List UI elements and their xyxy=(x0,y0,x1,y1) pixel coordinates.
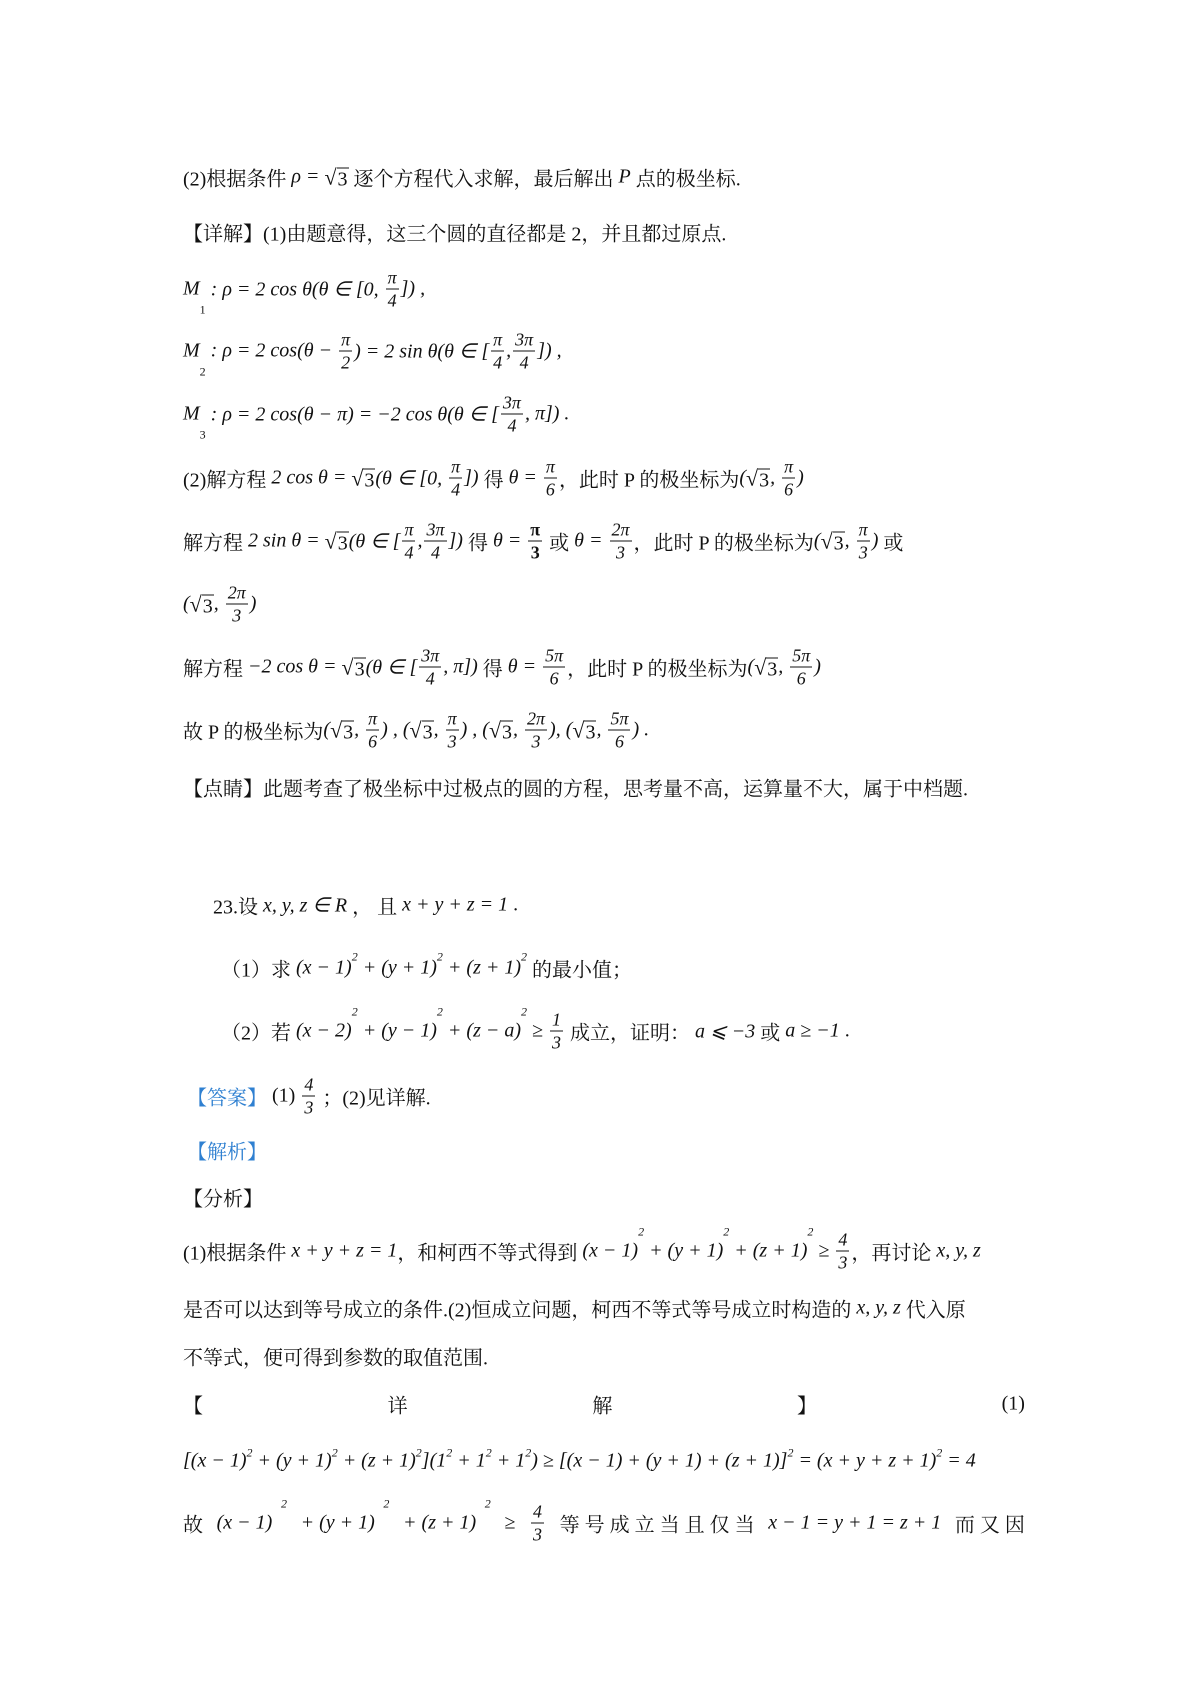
math-run: , xyxy=(506,339,512,362)
math-run: (x − 2) xyxy=(296,1019,352,1042)
square-root xyxy=(754,654,778,680)
math-run: ), ( xyxy=(549,718,573,741)
math-run: ( xyxy=(183,592,190,615)
math-run: x + y + z = 1 xyxy=(402,893,509,916)
math-run: ( xyxy=(323,718,331,741)
square-root xyxy=(821,528,845,554)
denominator: 6 xyxy=(545,479,555,500)
radical-sign-icon: √ xyxy=(820,528,833,553)
math-run: (θ ∈ [ xyxy=(365,656,418,679)
numerator: π xyxy=(368,708,378,729)
text-run: 或 xyxy=(878,532,904,555)
text-run: 或 xyxy=(755,1022,786,1045)
fraction xyxy=(544,456,557,501)
math-run: + (y + 1) xyxy=(644,1239,724,1262)
text-run: 是否可以达到等号成立的条件.(2)恒成立问题，柯西不等式等号成立时构造的 xyxy=(183,1299,857,1322)
math-run: ) xyxy=(797,466,804,489)
line-content xyxy=(183,1183,263,1212)
math-run: ( xyxy=(739,466,746,489)
fraction xyxy=(790,645,812,690)
math-run: ]) xyxy=(448,529,463,552)
numerator: π xyxy=(404,519,414,540)
radicand: 3 xyxy=(585,721,596,743)
radicand: 3 xyxy=(422,721,433,743)
math-run: , xyxy=(417,529,423,552)
math-run: , π]) xyxy=(443,655,478,678)
text-run: 等 号 成 立 当 且 仅 当 xyxy=(554,1514,760,1537)
square-root xyxy=(190,591,214,617)
math-run: ) xyxy=(871,529,879,552)
math-run: + (y − 1) xyxy=(357,1019,437,1042)
numerator: π xyxy=(858,519,868,540)
math-run: : ρ = 2 cos θ(θ ∈ [0, xyxy=(205,278,384,301)
superscript: 2 xyxy=(787,1445,794,1460)
math-run: 2 sin θ = xyxy=(248,529,325,552)
text-run: ，此时 P 的极坐标为 xyxy=(633,532,814,555)
denominator: 6 xyxy=(368,731,378,752)
math-run: θ = xyxy=(508,466,542,489)
text-run: ， 且 xyxy=(347,896,403,919)
square-root xyxy=(330,717,354,743)
text-run: . xyxy=(508,893,519,916)
math-run: ]) xyxy=(464,466,479,489)
superscript: 2 xyxy=(446,1445,453,1460)
math-run: = (x + y + z + 1) xyxy=(793,1449,937,1472)
line-content xyxy=(183,329,562,379)
numerator: 3π xyxy=(515,329,534,350)
superscript: 2 xyxy=(485,1445,492,1460)
fraction xyxy=(402,519,415,564)
text-run: ，此时 P 的极坐标为 xyxy=(567,658,748,681)
subscript: 1 xyxy=(199,302,206,317)
denominator: 6 xyxy=(549,668,559,689)
radicand: 3 xyxy=(337,168,348,190)
line-content xyxy=(183,1390,1025,1419)
radical-sign-icon: √ xyxy=(324,528,337,553)
numerator: π xyxy=(447,708,457,729)
math-run: , xyxy=(596,718,607,741)
superscript: 2 xyxy=(525,1445,532,1460)
text-run: (2)根据条件 xyxy=(183,168,292,191)
text-run: . xyxy=(839,1019,850,1042)
math-run: + (y + 1) xyxy=(252,1449,332,1472)
line-content xyxy=(183,773,968,802)
math-run: ) xyxy=(814,655,821,678)
fraction xyxy=(782,456,795,501)
denominator: 6 xyxy=(784,479,794,500)
math-run: θ = xyxy=(574,529,608,552)
fraction xyxy=(608,708,630,753)
text-run: 故 P 的极坐标为 xyxy=(183,721,324,744)
superscript: 2 xyxy=(415,1445,422,1460)
math-run: θ = xyxy=(507,655,542,678)
math-run: ]) , xyxy=(537,339,562,362)
fraction xyxy=(366,708,379,753)
math-run: x − 1 = y + 1 = z + 1 xyxy=(768,1511,942,1534)
math-run: ) , ( xyxy=(460,718,489,741)
radical-sign-icon: √ xyxy=(324,164,337,189)
text-run: 解方程 xyxy=(183,532,248,555)
text-run: 解 xyxy=(592,1395,613,1418)
numerator: 2π xyxy=(527,708,546,729)
superscript: 2 xyxy=(807,1224,814,1239)
text-run: ，再讨论 xyxy=(851,1242,937,1265)
superscript: 2 xyxy=(351,949,358,964)
radicand: 3 xyxy=(833,532,844,554)
square-root xyxy=(325,528,349,554)
numerator: 5π xyxy=(610,708,629,729)
numerator: π xyxy=(341,329,351,350)
math-run: 2 cos θ = xyxy=(271,466,352,489)
math-run: ) = 2 sin θ(θ ∈ [ xyxy=(354,340,490,363)
numerator: 3π xyxy=(426,519,445,540)
math-run: (x − 1) xyxy=(216,1511,273,1534)
superscript: 2 xyxy=(638,1224,645,1239)
math-run: , π]) . xyxy=(524,402,570,425)
fraction xyxy=(424,519,446,564)
square-root xyxy=(324,164,348,190)
math-run: M xyxy=(183,277,200,300)
fraction xyxy=(386,267,399,312)
math-run: ≥ xyxy=(527,1019,548,1042)
denominator: 3 xyxy=(531,731,541,752)
section-label: 【答案】 xyxy=(187,1087,267,1110)
math-run: + 1 xyxy=(491,1449,526,1472)
denominator: 3 xyxy=(838,1252,848,1273)
radicand: 3 xyxy=(759,469,770,491)
line-content xyxy=(183,708,649,753)
subscript: 2 xyxy=(199,364,206,379)
superscript: 2 xyxy=(331,1445,338,1460)
math-run: , xyxy=(354,718,365,741)
numerator: π xyxy=(545,456,555,477)
radical-sign-icon: √ xyxy=(746,465,759,490)
fraction xyxy=(302,1074,315,1119)
numerator: π xyxy=(387,267,397,288)
fraction xyxy=(446,708,459,753)
fraction xyxy=(491,329,504,374)
numerator: 4 xyxy=(304,1074,314,1095)
radical-sign-icon: √ xyxy=(351,465,364,490)
math-run: x, y, z xyxy=(936,1239,981,1262)
line-content xyxy=(183,519,903,564)
fraction xyxy=(531,1501,544,1546)
math-run: , xyxy=(844,529,855,552)
math-run: ( xyxy=(747,655,755,678)
fraction xyxy=(339,329,352,374)
denominator: 4 xyxy=(425,668,435,689)
numerator: 2π xyxy=(227,582,246,603)
text-run: （2）若 xyxy=(221,1022,296,1045)
math-run: (x − 1) xyxy=(582,1239,639,1262)
text-run: 【点睛】此题考查了极坐标中过极点的圆的方程，思考量不高，运算量不大，属于中档题. xyxy=(183,778,968,801)
math-run: ]) , xyxy=(400,277,426,300)
text-run: 得 xyxy=(478,469,509,492)
math-run: ) ≥ [(x − 1) + (y + 1) + (z + 1)] xyxy=(531,1449,788,1472)
text-run: 得 xyxy=(462,532,493,555)
numerator: 4 xyxy=(533,1501,542,1522)
fraction xyxy=(550,1009,563,1054)
math-run: ](1 xyxy=(421,1449,447,1472)
fraction xyxy=(513,329,535,374)
math-run: + (y + 1) xyxy=(295,1511,375,1534)
math-run: + (z + 1) xyxy=(398,1511,477,1534)
text-run: 而 又 因 xyxy=(949,1514,1025,1537)
text-run: (1)根据条件 xyxy=(183,1242,292,1265)
math-run: + (y + 1) xyxy=(357,956,437,979)
line-content xyxy=(183,582,256,627)
superscript: 2 xyxy=(484,1496,491,1511)
denominator: 3 xyxy=(858,542,868,563)
denominator: 6 xyxy=(796,668,806,689)
line-content xyxy=(183,218,726,247)
text-run: 【分析】 xyxy=(183,1188,263,1211)
radical-sign-icon: √ xyxy=(330,717,343,742)
math-run: = 4 xyxy=(942,1449,976,1472)
square-root xyxy=(572,717,596,743)
math-run: x, y, z xyxy=(856,1296,901,1319)
numerator: 4 xyxy=(838,1229,848,1250)
square-root xyxy=(351,465,375,491)
math-run: P xyxy=(618,165,631,188)
math-run: θ = xyxy=(492,529,527,552)
line-content xyxy=(183,1445,976,1473)
square-root xyxy=(489,717,513,743)
math-run: ≥ xyxy=(813,1239,835,1262)
denominator: 4 xyxy=(519,352,529,373)
square-root xyxy=(410,717,434,743)
denominator: 3 xyxy=(530,542,540,563)
numerator: π xyxy=(493,329,503,350)
text-run: ，和柯西不等式得到 xyxy=(397,1242,583,1265)
fraction xyxy=(449,456,462,501)
math-run: , xyxy=(513,718,524,741)
numerator: 5π xyxy=(792,645,811,666)
math-run: , xyxy=(213,592,224,615)
radicand: 3 xyxy=(767,658,778,680)
math-run: (θ ∈ [ xyxy=(348,530,401,553)
numerator: π xyxy=(530,519,541,540)
subscript: 3 xyxy=(199,427,206,442)
text-run: 或 xyxy=(544,532,575,555)
radical-sign-icon: √ xyxy=(341,654,354,679)
math-run: x, y, z ∈ R xyxy=(263,894,348,917)
math-run: ρ = xyxy=(291,165,325,188)
text-run: 代入原 xyxy=(900,1299,966,1322)
superscript: 2 xyxy=(723,1224,730,1239)
math-run: , xyxy=(770,466,781,489)
text-run: 【详解】(1)由题意得，这三个圆的直径都是 2，并且都过原点. xyxy=(183,223,727,246)
numerator: 3π xyxy=(421,645,440,666)
line-content xyxy=(183,1224,981,1274)
numerator: 1 xyxy=(552,1009,561,1030)
text-run: 23.设 xyxy=(213,896,263,919)
text-run: 不等式，便可得到参数的取值范围. xyxy=(183,1347,488,1370)
line-content xyxy=(183,645,821,690)
line-content xyxy=(183,1342,488,1371)
line-content xyxy=(183,163,741,192)
line-content xyxy=(213,891,518,920)
math-run: (θ ∈ [0, xyxy=(375,467,448,490)
math-run: ) xyxy=(249,592,257,615)
text-run: 的最小值； xyxy=(527,959,633,982)
text-run: 故 xyxy=(183,1514,208,1537)
fraction xyxy=(501,392,523,437)
denominator: 3 xyxy=(552,1032,561,1053)
denominator: 4 xyxy=(387,290,397,311)
line-content xyxy=(221,949,633,983)
superscript: 2 xyxy=(351,1004,358,1019)
math-run: ≥ xyxy=(499,1511,521,1534)
text-run: 解方程 xyxy=(183,658,248,681)
numerator: π xyxy=(784,456,794,477)
line-content xyxy=(183,267,426,317)
radicand: 3 xyxy=(202,595,213,617)
text-run: ，此时 P 的极坐标为 xyxy=(558,469,740,492)
text-run: 成立，证明： xyxy=(565,1022,695,1045)
line-content xyxy=(183,456,804,501)
text-run: 点的极坐标. xyxy=(630,168,741,191)
line-content xyxy=(187,1074,431,1119)
radical-sign-icon: √ xyxy=(409,717,422,742)
line-content xyxy=(183,1294,966,1323)
math-run: : ρ = 2 cos(θ − π) = −2 cos θ(θ ∈ [ xyxy=(205,403,499,426)
superscript: 2 xyxy=(521,1004,528,1019)
text-run: （1）求 xyxy=(221,959,296,982)
numerator: 5π xyxy=(545,645,564,666)
radical-sign-icon: √ xyxy=(488,717,502,742)
text-run: 】 xyxy=(796,1395,817,1418)
radicand: 3 xyxy=(343,721,354,743)
radical-sign-icon: √ xyxy=(572,717,585,742)
section-label: 【解析】 xyxy=(187,1141,267,1164)
superscript: 2 xyxy=(936,1445,943,1460)
math-run: ) , ( xyxy=(381,718,410,741)
radicand: 3 xyxy=(337,532,348,554)
superscript: 2 xyxy=(436,949,443,964)
fraction xyxy=(528,519,542,564)
denominator: 3 xyxy=(304,1097,314,1118)
numerator: 3π xyxy=(502,392,521,413)
denominator: 3 xyxy=(232,605,242,626)
fraction xyxy=(419,645,441,690)
text-run: (1) xyxy=(1001,1392,1025,1415)
denominator: 3 xyxy=(533,1524,542,1545)
numerator: π xyxy=(451,456,461,477)
fraction xyxy=(836,1229,849,1274)
line-content xyxy=(183,392,570,442)
denominator: 4 xyxy=(404,542,414,563)
fraction xyxy=(610,519,632,564)
numerator: 2π xyxy=(611,519,630,540)
denominator: 4 xyxy=(493,352,503,373)
text-run: ；(2)见详解. xyxy=(317,1087,431,1110)
math-run: a ≥ −1 xyxy=(785,1019,840,1042)
radicand: 3 xyxy=(502,721,513,743)
line-content xyxy=(221,1004,850,1054)
text-run: (2)解方程 xyxy=(183,469,272,492)
denominator: 4 xyxy=(507,415,517,436)
radical-sign-icon: √ xyxy=(754,654,767,679)
radical-sign-icon: √ xyxy=(189,591,202,616)
fraction xyxy=(226,582,248,627)
math-run: (x − 1) xyxy=(296,956,352,979)
math-run: , xyxy=(433,718,444,741)
denominator: 3 xyxy=(447,731,457,752)
text-run: 详 xyxy=(387,1395,408,1418)
fraction xyxy=(525,708,547,753)
radicand: 3 xyxy=(354,658,365,680)
text-run: 得 xyxy=(477,658,508,681)
math-run: , xyxy=(778,655,789,678)
radicand: 3 xyxy=(364,469,375,491)
line-content xyxy=(187,1136,267,1165)
denominator: 6 xyxy=(614,731,624,752)
fraction xyxy=(543,645,565,690)
denominator: 2 xyxy=(341,352,351,373)
math-run: M xyxy=(183,402,200,425)
math-run: x + y + z = 1 xyxy=(291,1239,398,1262)
math-run: + (z + 1) xyxy=(729,1239,808,1262)
math-run: [(x − 1) xyxy=(183,1449,247,1472)
math-run: + 1 xyxy=(452,1449,486,1472)
square-root xyxy=(341,654,365,680)
denominator: 3 xyxy=(616,542,626,563)
text-run: 逐个方程代入求解，最后解出 xyxy=(348,168,619,191)
math-run: : ρ = 2 cos(θ − xyxy=(205,339,338,362)
denominator: 4 xyxy=(431,542,440,563)
math-run: M xyxy=(183,339,200,362)
math-run: + (z − a) xyxy=(442,1019,522,1042)
math-run: ) . xyxy=(632,718,650,741)
math-run: ( xyxy=(813,529,821,552)
superscript: 2 xyxy=(521,949,528,964)
fraction xyxy=(857,519,870,564)
square-root xyxy=(746,465,770,491)
denominator: 4 xyxy=(451,479,461,500)
text-run: 【 xyxy=(183,1395,203,1418)
math-run: + (z + 1) xyxy=(442,956,522,979)
superscript: 2 xyxy=(436,1004,443,1019)
math-run: + (z + 1) xyxy=(337,1449,416,1472)
math-run: a ⩽ −3 xyxy=(695,1020,756,1043)
superscript: 2 xyxy=(246,1445,253,1460)
text-run: (1) xyxy=(267,1084,301,1107)
math-run: −2 cos θ = xyxy=(248,655,342,678)
superscript: 2 xyxy=(280,1496,287,1511)
superscript: 2 xyxy=(383,1496,390,1511)
line-content xyxy=(183,1496,1025,1546)
